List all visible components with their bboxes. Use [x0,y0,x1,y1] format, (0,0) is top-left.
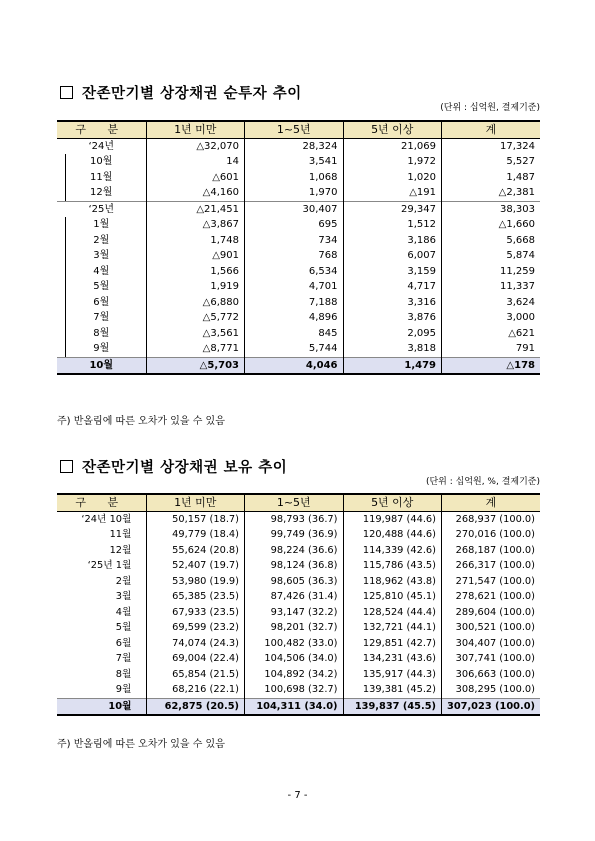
row-label: 7월 [57,310,146,326]
table-row [57,264,540,280]
cell-value: 1,487 [442,170,541,186]
row-label: 8월 [57,326,146,342]
net-investment-table [57,120,540,375]
cell-value: 17,324 [442,138,541,154]
cell-value: 6,007 [343,248,442,264]
cell-value: 768 [245,248,344,264]
cell-value: 98,124 (36.8) [245,558,344,574]
cell-value: 7,188 [245,295,344,311]
cell-value: 55,624 (20.8) [146,543,245,559]
table-row [57,217,540,233]
cell-value: 69,004 (22.4) [146,651,245,667]
table-row [57,682,540,698]
cell-value: 74,074 (24.3) [146,636,245,652]
cell-value: 1,479 [343,357,442,374]
row-label: 8월 [115,668,132,680]
row-label: 9월 [57,341,146,357]
row-label: 10월 [57,698,146,715]
section-2-title-text: 잔존만기별 상장채권 보유 추이 [82,460,288,476]
cell-value: 30,407 [245,201,344,217]
table-row [57,170,540,186]
cell-value: 5,668 [442,233,541,249]
row-label: 6월 [57,295,146,311]
cell-value: 21,069 [343,138,442,154]
cell-value: 104,892 (34.2) [245,667,344,683]
row-label: 2월 [115,575,132,587]
cell-value: 100,698 (32.7) [245,682,344,698]
cell-value: 139,837 (45.5) [343,698,442,715]
cell-value: 98,224 (36.6) [245,543,344,559]
cell-value: 4,046 [245,357,344,374]
holdings-table [57,493,540,716]
cell-value: △32,070 [146,138,245,154]
cell-value: 6,534 [245,264,344,280]
table-row [57,527,540,543]
cell-value: 278,621 (100.0) [442,589,541,605]
cell-value: 11,259 [442,264,541,280]
cell-value: 1,748 [146,233,245,249]
cell-value: 307,023 (100.0) [442,698,541,715]
cell-value: 1,020 [343,170,442,186]
cell-value: 3,624 [442,295,541,311]
cell-value: △601 [146,170,245,186]
section-2-unit: (단위 : 십억원, %, 결제기준) [425,477,540,487]
cell-value: 118,962 (43.8) [343,574,442,590]
section-1-note: 주) 반올림에 따른 오차가 있을 수 있음 [57,416,225,427]
cell-value: 845 [245,326,344,342]
cell-value: 125,810 (45.1) [343,589,442,605]
cell-value: 1,972 [343,154,442,170]
row-label: 12월 [109,544,132,556]
cell-value: 268,937 (100.0) [442,511,541,527]
table-row [57,667,540,683]
cell-value: 5,527 [442,154,541,170]
header-total: 계 [442,121,541,138]
table-header-row [57,121,540,138]
row-label: 10월 [57,154,146,170]
table-row [57,154,540,170]
cell-value: 306,663 (100.0) [442,667,541,683]
section-2-note: 주) 반올림에 따른 오차가 있을 수 있음 [57,739,225,750]
cell-value: 4,896 [245,310,344,326]
cell-value: 52,407 (19.7) [146,558,245,574]
cell-value: 1,512 [343,217,442,233]
table-header-row [57,494,540,511]
cell-value: 104,506 (34.0) [245,651,344,667]
cell-value: 1,068 [245,170,344,186]
row-label: 3월 [115,591,132,602]
table-row [57,651,540,667]
cell-value: 132,721 (44.1) [343,620,442,636]
table-row [57,574,540,590]
cell-value: 3,876 [343,310,442,326]
header-over-5y: 5년 이상 [343,494,442,511]
cell-value: 2,095 [343,326,442,342]
cell-value: △1,660 [442,217,541,233]
header-under-1y: 1년 미만 [146,121,245,138]
table-row [57,326,540,342]
cell-value: 266,317 (100.0) [442,558,541,574]
table-row [57,357,540,374]
table-row [57,185,540,201]
cell-value: △3,561 [146,326,245,342]
row-label: 10월 [57,357,146,374]
header-category: 구 분 [57,121,146,138]
cell-value: 69,599 (23.2) [146,620,245,636]
cell-value: 104,311 (34.0) [245,698,344,715]
cell-value: 100,482 (33.0) [245,636,344,652]
cell-value: 1,566 [146,264,245,280]
cell-value: △5,772 [146,310,245,326]
table-row [57,295,540,311]
row-label: 9월 [115,684,132,695]
table-row [57,233,540,249]
cell-value: 49,779 (18.4) [146,527,245,543]
cell-value: 50,157 (18.7) [146,511,245,527]
cell-value: △5,703 [146,357,245,374]
cell-value: 99,749 (36.9) [245,527,344,543]
cell-value: 135,917 (44.3) [343,667,442,683]
cell-value: 114,339 (42.6) [343,543,442,559]
cell-value: 129,851 (42.7) [343,636,442,652]
cell-value: 3,818 [343,341,442,357]
row-label: 3월 [57,248,146,264]
cell-value: 87,426 (31.4) [245,589,344,605]
cell-value: 308,295 (100.0) [442,682,541,698]
header-category: 구 분 [57,494,146,511]
table-row [57,589,540,605]
row-label: 5월 [115,622,132,633]
cell-value: △901 [146,248,245,264]
cell-value: 695 [245,217,344,233]
table-row [57,511,540,527]
cell-value: 139,381 (45.2) [343,682,442,698]
cell-value: 53,980 (19.9) [146,574,245,590]
cell-value: 734 [245,233,344,249]
cell-value: 307,741 (100.0) [442,651,541,667]
cell-value: 68,216 (22.1) [146,682,245,698]
cell-value: △178 [442,357,541,374]
cell-value: 4,717 [343,279,442,295]
table-row [57,698,540,715]
table-row [57,138,540,154]
cell-value: 1,919 [146,279,245,295]
cell-value: 268,187 (100.0) [442,543,541,559]
cell-value: 134,231 (43.6) [343,651,442,667]
section-1-title [60,82,302,103]
cell-value: 4,701 [245,279,344,295]
checkbox-square-icon [60,86,73,99]
cell-value: 1,970 [245,185,344,201]
table-row [57,248,540,264]
cell-value: 29,347 [343,201,442,217]
cell-value: 120,488 (44.6) [343,527,442,543]
row-label: 11월 [57,170,146,186]
cell-value: △21,451 [146,201,245,217]
cell-value: 3,000 [442,310,541,326]
cell-value: 93,147 (32.2) [245,605,344,621]
header-over-5y: 5년 이상 [343,121,442,138]
cell-value: 14 [146,154,245,170]
cell-value: 3,541 [245,154,344,170]
row-label: 11월 [109,529,132,540]
cell-value: △621 [442,326,541,342]
cell-value: 115,786 (43.5) [343,558,442,574]
table-row [57,279,540,295]
checkbox-square-icon [60,460,73,473]
cell-value: 300,521 (100.0) [442,620,541,636]
header-total: 계 [442,494,541,511]
row-label: 2월 [57,233,146,249]
cell-value: 5,874 [442,248,541,264]
table-row [57,543,540,559]
cell-value: 65,854 (21.5) [146,667,245,683]
cell-value: 128,524 (44.4) [343,605,442,621]
cell-value: △2,381 [442,185,541,201]
section-1-title-text: 잔존만기별 상장채권 순투자 추이 [82,86,302,102]
table-row [57,636,540,652]
table-row [57,605,540,621]
row-label: 12월 [57,185,146,201]
cell-value: 98,605 (36.3) [245,574,344,590]
cell-value: 3,186 [343,233,442,249]
cell-value: △3,867 [146,217,245,233]
cell-value: 3,316 [343,295,442,311]
header-1-5y: 1~5년 [245,494,344,511]
header-under-1y: 1년 미만 [146,494,245,511]
header-1-5y: 1~5년 [245,121,344,138]
cell-value: 271,547 (100.0) [442,574,541,590]
row-label: ‘24년 [88,140,115,152]
row-label: ‘24년 10월 [81,513,132,525]
table-row [57,310,540,326]
cell-value: 119,987 (44.6) [343,511,442,527]
row-label: 5월 [57,279,146,295]
table-row [57,620,540,636]
section-1-unit: (단위 : 십억원, 결제기준) [440,103,540,113]
row-label: 6월 [115,637,132,649]
cell-value: 791 [442,341,541,357]
row-label: 7월 [115,653,132,664]
table-row [57,558,540,574]
cell-value: △191 [343,185,442,201]
cell-value: △4,160 [146,185,245,201]
cell-value: 270,016 (100.0) [442,527,541,543]
page-number: - 7 - [287,790,308,801]
cell-value: 289,604 (100.0) [442,605,541,621]
section-2-title [60,456,287,477]
cell-value: 11,337 [442,279,541,295]
cell-value: 28,324 [245,138,344,154]
row-label: 4월 [57,264,146,280]
cell-value: 5,744 [245,341,344,357]
row-label: ‘25년 1월 [87,560,132,571]
cell-value: △6,880 [146,295,245,311]
cell-value: 3,159 [343,264,442,280]
row-label: 1월 [57,217,146,233]
cell-value: 67,933 (23.5) [146,605,245,621]
row-label: ‘25년 [57,201,146,217]
cell-value: 304,407 (100.0) [442,636,541,652]
cell-value: 98,793 (36.7) [245,511,344,527]
cell-value: △8,771 [146,341,245,357]
cell-value: 65,385 (23.5) [146,589,245,605]
table-row [57,341,540,357]
cell-value: 38,303 [442,201,541,217]
cell-value: 98,201 (32.7) [245,620,344,636]
row-label: 4월 [115,606,132,618]
cell-value: 62,875 (20.5) [146,698,245,715]
table-row [57,201,540,217]
